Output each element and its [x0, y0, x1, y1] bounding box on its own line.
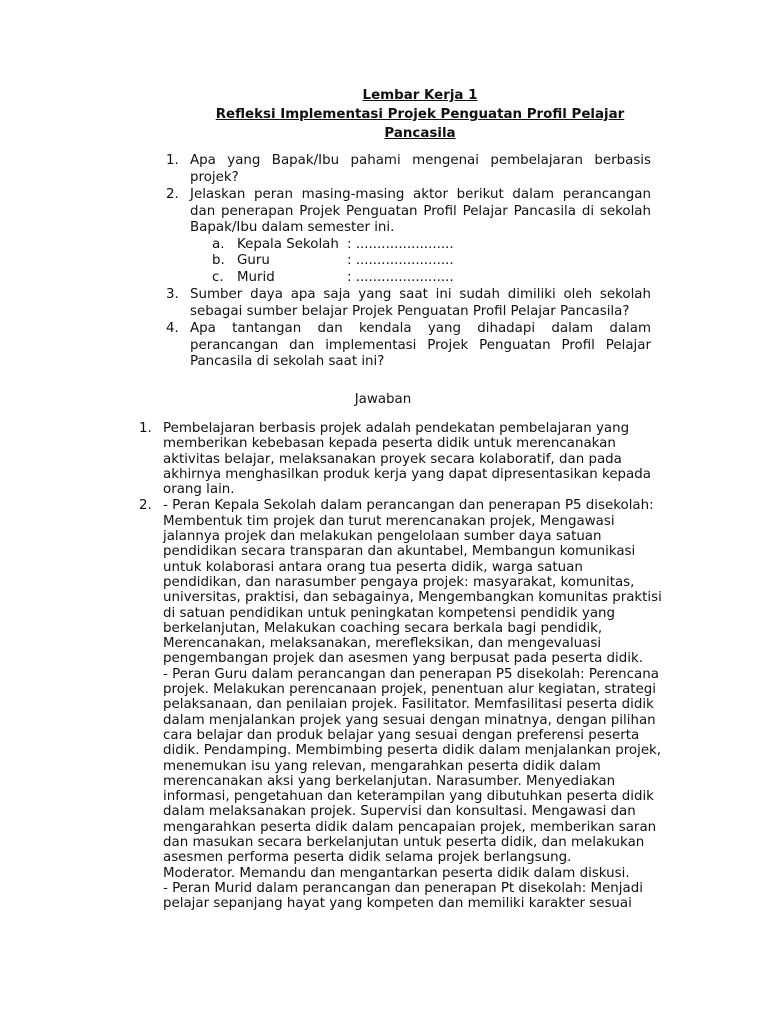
actor-role: Guru	[237, 253, 270, 268]
answer-heading: Jawaban	[354, 392, 412, 407]
actor-item	[190, 253, 651, 270]
answer-number: 1.	[139, 421, 152, 436]
actor-item	[190, 237, 651, 254]
answer-paragraph-teacher: - Peran Guru dalam perancangan dan penerapan P5 disekolah: Perencana projek. Melakukan perencanaan projek, penentuan alur kegiatan, strategi pelaksanaan, dan penilaian projek. Fasilitator. Memfasilitasi peserta didik dalam menjalankan projek yang sesuai dengan minatnya, dengan pilihan cara belajar dan produk belajar yang sesuai dengan preferensi peserta didik. Pendamping. Membimbing peserta didik dalam menjalankan projek, menemukan isu yang relevan, mengarahkan peserta didik dalam merencanakan aksi yang berkelanjutan. Narasumber. Menyediakan informasi, pengetahuan dan keterampilan yang dibutuhkan peserta didik dalam melaksanakan projek. Supervisi dan konsultasi. Mengawasi dan mengarahkan peserta didik dalam pencapaian projek, memberikan saran dan masukan secara berkelanjutan untuk peserta didik, dan melakukan asesmen performa peserta didik selama projek berlangsung.	[163, 666, 662, 866]
actor-role: Kepala Sekolah	[237, 236, 339, 252]
question-item	[160, 287, 651, 320]
answer-item	[133, 421, 663, 497]
actor-letter: a.	[212, 236, 225, 252]
question-number: 4.	[166, 321, 179, 336]
actor-item	[190, 270, 651, 287]
answer-list	[133, 421, 663, 913]
actor-letter: c.	[212, 269, 224, 285]
title-line-2: Refleksi Implementasi Projek Penguatan Profil Pelajar	[215, 107, 625, 122]
answer-paragraph: Pembelajaran berbasis projek adalah pendekatan pembelajaran yang memberikan kebebasan kepada peserta didik untuk merencanakan aktivitas belajar, melaksanakan proyek secara kolaboratif, dan pada akhirnya menghasilkan produk kerja yang dapat dipresentasikan kepada orang lain.	[163, 421, 651, 498]
answer-number: 2.	[139, 498, 152, 514]
question-text: Jelaskan peran masing-masing aktor berikut dalam perancangan dan penerapan Projek Penguatan Profil Pelajar Pancasila di sekolah Bapak/Ibu dalam semester ini.	[190, 187, 651, 235]
actor-role: Murid	[237, 269, 275, 285]
question-text: Apa tantangan dan kendala yang dihadapi dalam dalam perancangan dan implementasi Projek Penguatan Profil Pelajar Pancasila di sekolah saat ini?	[190, 321, 651, 369]
question-item	[160, 187, 651, 286]
question-item	[160, 153, 651, 186]
actor-letter: b.	[212, 253, 225, 268]
actor-blank: : .......................	[347, 269, 454, 285]
question-text: Sumber daya apa saja yang saat ini sudah dimiliki oleh sekolah sebagai sumber belajar Projek Penguatan Profil Pelajar Pancasila?	[190, 287, 651, 319]
title-line-1: Lembar Kerja 1	[362, 88, 478, 103]
answer-paragraph-principal: - Peran Kepala Sekolah dalam perancangan dan penerapan P5 disekolah: Membentuk tim projek dan turut merencanakan projek, Mengawasi jalannya projek dan melakukan pengelolaan sumber daya satuan pendidikan secara transparan dan akuntabel, Membangun komunikasi untuk kolaborasi antara orang tua peserta didik, warga satuan pendidikan, dan narasumber pengaya projek: masyarakat, komunitas, universitas, praktisi, dan sebagainya, Mengembangkan komunitas praktisi di satuan pendidikan untuk peningkatan kompetensi pendidik yang berkelanjutan, Melakukan coaching secara berkala bagi pendidik, Merencanakan, melaksanakan, merefleksikan, dan mengevaluasi pengembangan projek dan asesmen yang berpusat pada peserta didik.	[163, 498, 662, 667]
question-number: 1.	[166, 153, 179, 168]
question-list	[160, 153, 651, 372]
question-number: 3.	[166, 287, 179, 302]
actor-list	[190, 237, 651, 287]
question-item	[160, 321, 651, 371]
question-number: 2.	[166, 187, 179, 202]
answer-paragraph-student: - Peran Murid dalam perancangan dan penerapan Pt disekolah: Menjadi pelajar sepanjang hayat yang kompeten dan memiliki karakter sesuai	[163, 880, 643, 912]
title-line-3: Pancasila	[384, 126, 456, 141]
document-title	[190, 86, 650, 143]
actor-blank: : .......................	[347, 236, 454, 252]
answer-paragraph-moderator: Moderator. Memandu dan mengantarkan peserta didik dalam diskusi.	[163, 865, 630, 881]
answer-item	[133, 498, 663, 911]
question-text: Apa yang Bapak/Ibu pahami mengenai pembelajaran berbasis projek?	[190, 153, 651, 185]
actor-blank: : .......................	[347, 253, 454, 268]
